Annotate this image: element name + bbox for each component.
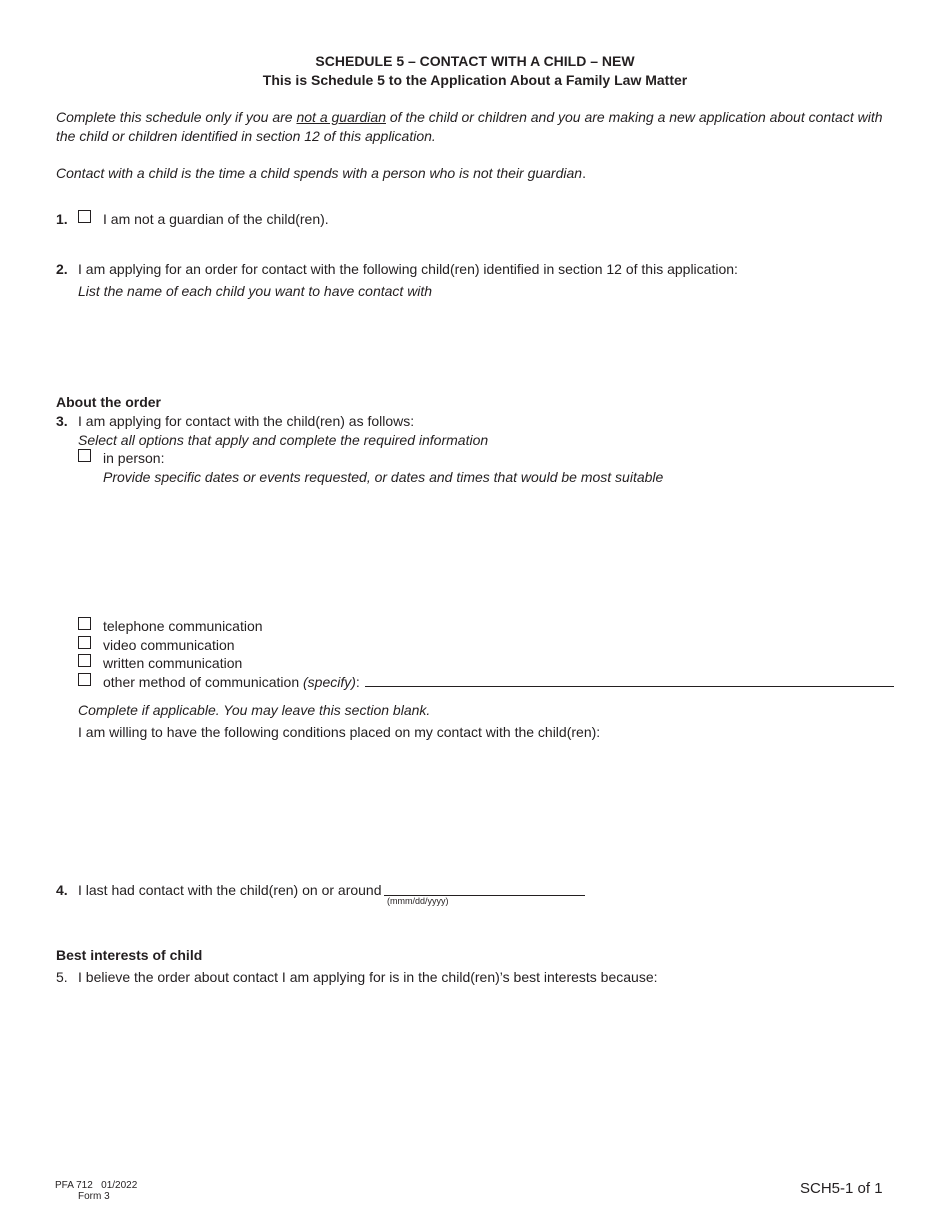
conditions-instruction: Complete if applicable. You may leave this section blank.: [78, 702, 431, 718]
not-guardian-checkbox[interactable]: [78, 210, 91, 223]
intro-emphasis: not a guardian: [296, 109, 386, 125]
item-1-number: 1.: [56, 211, 68, 227]
in-person-checkbox[interactable]: [78, 449, 91, 462]
item-5-text: I believe the order about contact I am applying for is in the child(ren)’s best interests because:: [78, 969, 658, 985]
intro-line-1: Complete this schedule only if you are not a guardian of the child or children and you are making a new application about contact with: [56, 109, 883, 125]
item-2-text: I am applying for an order for contact with the following child(ren) identified in section 12 of this application:: [78, 261, 738, 277]
other-method-checkbox[interactable]: [78, 673, 91, 686]
item-2-number: 2.: [56, 261, 68, 277]
item-3-number: 3.: [56, 413, 68, 429]
form-number: Form 3: [78, 1191, 110, 1202]
other-method-label: other method of communication (specify):: [103, 674, 360, 690]
video-label: video communication: [103, 637, 235, 653]
item-4-number: 4.: [56, 882, 68, 898]
written-label: written communication: [103, 655, 243, 671]
page-subtitle: This is Schedule 5 to the Application About a Family Law Matter: [262, 72, 688, 88]
intro-line-2: the child or children identified in section 12 of this application.: [56, 128, 436, 144]
item-5-number: 5.: [56, 969, 68, 985]
in-person-details-field[interactable]: [103, 489, 893, 609]
in-person-label: in person:: [103, 450, 165, 466]
in-person-instruction: Provide specific dates or events requested, or dates and times that would be most suitable: [103, 469, 664, 485]
about-order-heading: About the order: [56, 394, 161, 410]
form-code: PFA 712 01/2022: [55, 1180, 138, 1191]
children-names-field[interactable]: [78, 303, 893, 383]
page-title: SCHEDULE 5 – CONTACT WITH A CHILD – NEW: [315, 53, 635, 69]
telephone-checkbox[interactable]: [78, 617, 91, 630]
written-checkbox[interactable]: [78, 654, 91, 667]
conditions-field[interactable]: [78, 744, 893, 864]
date-format-hint: (mmm/dd/yyyy): [387, 896, 449, 906]
item-2-instruction: List the name of each child you want to have contact with: [78, 283, 433, 299]
video-checkbox[interactable]: [78, 636, 91, 649]
best-interests-heading: Best interests of child: [56, 947, 203, 963]
not-guardian-label: I am not a guardian of the child(ren).: [103, 211, 329, 227]
telephone-label: telephone communication: [103, 618, 263, 634]
item-3-instruction: Select all options that apply and complete the required information: [78, 432, 489, 448]
conditions-text: I am willing to have the following conditions placed on my contact with the child(ren):: [78, 724, 601, 740]
contact-definition: Contact with a child is the time a child spends with a person who is not their guardian.: [56, 165, 586, 181]
best-interests-field[interactable]: [78, 990, 893, 1150]
page-number: SCH5-1 of 1: [800, 1180, 883, 1197]
item-4-text: I last had contact with the child(ren) on or around: [78, 882, 382, 898]
item-3-text: I am applying for contact with the child(ren) as follows:: [78, 413, 415, 429]
other-method-input-line[interactable]: [365, 686, 894, 687]
